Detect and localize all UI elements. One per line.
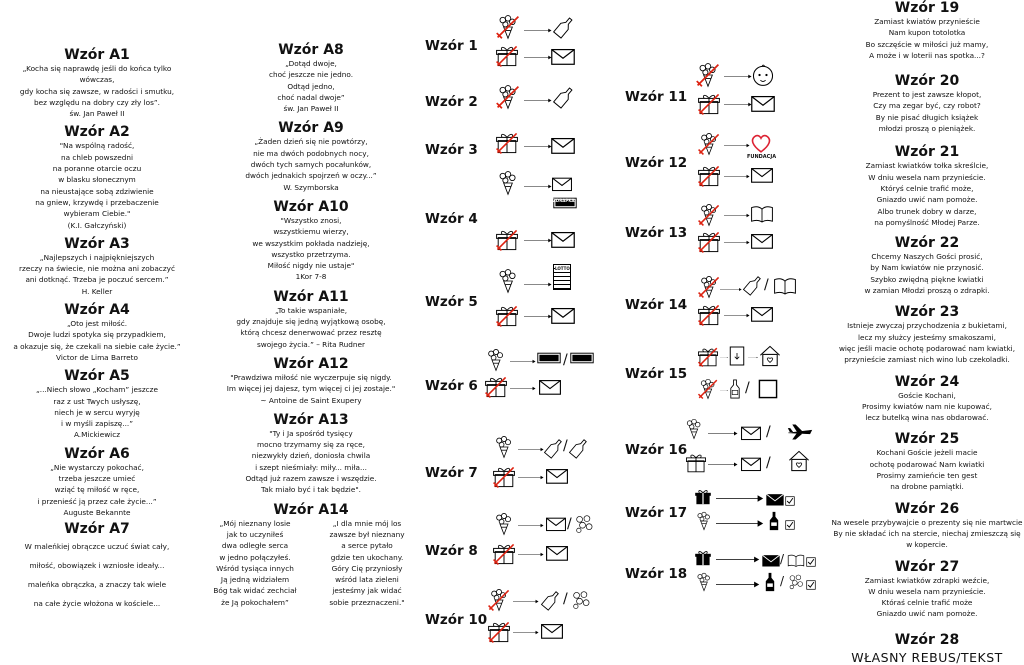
slash-separator: / <box>766 424 771 440</box>
arrow-icon <box>708 429 738 438</box>
pattern-title: Wzór 25 <box>894 431 960 448</box>
rebus-label-17: Wzór 17 <box>625 505 688 521</box>
house-icon <box>758 344 782 368</box>
pattern-title: Wzór A1 <box>64 47 130 63</box>
bouquet-icon <box>694 572 714 592</box>
book-icon <box>773 276 797 296</box>
rebus-label-4: Wzór 4 <box>425 211 478 227</box>
bottle-icon <box>767 510 781 532</box>
pattern-a14 <box>200 502 422 608</box>
gift-icon <box>685 452 707 474</box>
pattern-title: Wzór 23 <box>894 304 960 321</box>
envelope-icon <box>740 456 762 472</box>
slash-separator: / <box>745 380 750 396</box>
pattern-text: Zamiast kwiatków tołka skreślcie, W dniu wesela nam przynieście. Któryś celnie trafić może, Gniazdo uwić nam pomoże. Albo trunek dobry w darze, na pomyślność Młodej Parze. <box>865 161 989 227</box>
envelope-icon <box>765 492 785 507</box>
envelope-icon <box>540 622 564 640</box>
pattern-a12 <box>200 356 422 406</box>
pattern-title: Wzór A7 <box>64 521 130 538</box>
arrow-icon <box>513 628 539 637</box>
bouquet-icon <box>495 170 521 196</box>
pattern-text: "Ty i Ja spośród tysięcy mocno trzymamy się za ręce, niezwykły dzień, doniosła chwila i szept nieśmiały: miły... miła... Odtąd już razem zawsze i wszędzie. Tak miało być i tak będzie". <box>245 428 377 495</box>
bouquet-icon <box>492 435 516 459</box>
arrow-icon <box>724 172 750 181</box>
pattern-title: Wzór A13 <box>273 411 349 428</box>
bouquet-icon <box>495 268 521 294</box>
bottle-icon <box>552 84 576 110</box>
bottle-icon <box>763 571 777 593</box>
pattern-title: Wzór A8 <box>278 42 344 58</box>
pattern-text: „Dotąd dwoje, choć jeszcze nie jedno. Odtąd jedno, choć nadal dwoje” św. Jan Paweł II <box>268 59 354 114</box>
candy-icon <box>570 588 592 610</box>
lotto-ticket-icon <box>537 350 561 366</box>
arrow-icon <box>708 460 738 469</box>
crossed-out-icon <box>487 588 511 612</box>
envelope-icon <box>545 467 569 485</box>
arrow-icon <box>524 26 552 35</box>
rebus-label-16: Wzór 16 <box>625 442 688 458</box>
rebus-label-6: Wzór 6 <box>425 378 478 394</box>
pattern-text: Na wesele przybywajcie o prezenty się nie martwcie By nie składać ich na stercie, niechaj zmieszczą się w kopercie. <box>831 517 1023 550</box>
pattern-text: Zamiast kwiatków zdrapki weźcie, W dniu wesela nam przynieście. Któraś celnie trafić może Gniazdo uwić nam pomoże. <box>864 575 990 619</box>
pattern-title: Wzór A11 <box>273 288 349 305</box>
pattern-text: Zamiast kwiatów przynieście Nam kupon totolotka Bo szczęście w miłości już mamy, A może i w loterii nas spotka...? <box>865 17 989 60</box>
pattern-title: Wzór 24 <box>894 373 960 390</box>
slash-separator: / <box>780 552 785 566</box>
pattern-title: Wzór A6 <box>64 445 130 462</box>
candy-icon <box>573 512 595 534</box>
slash-separator: / <box>780 574 785 588</box>
pattern-title: Wzór A3 <box>64 235 130 252</box>
pattern-20 <box>830 73 1024 134</box>
pattern-a13 <box>200 412 422 496</box>
crossed-out-icon <box>492 465 516 489</box>
bouquet-icon <box>683 418 705 440</box>
pattern-text: „Żaden dzień się nie powtórzy, nie ma dwóch podobnych nocy, dwóch tych samych pocałunków, dwóch jednakich spojrzeń w oczy...” W. Szymborska <box>245 137 377 192</box>
crossed-out-icon <box>697 378 719 400</box>
slash-separator: / <box>563 438 568 454</box>
pattern-title: Wzór 27 <box>894 558 960 575</box>
pattern-a4 <box>8 302 186 363</box>
envelope-icon <box>545 544 569 562</box>
rebus-label-12: Wzór 12 <box>625 155 688 171</box>
arrow-icon <box>724 141 750 150</box>
rebus-label-18: Wzór 18 <box>625 566 688 582</box>
pattern-a9 <box>200 120 422 192</box>
column-a8-a14 <box>200 42 422 608</box>
bottle-icon <box>728 377 742 401</box>
rebus-label-8: Wzór 8 <box>425 543 478 559</box>
slash-separator: / <box>563 591 568 607</box>
crossed-out-icon <box>495 44 519 68</box>
rebus-label-3: Wzór 3 <box>425 142 478 158</box>
arrow-icon <box>720 353 728 362</box>
crossed-out-icon <box>695 62 721 88</box>
crossed-out-icon <box>697 346 719 368</box>
arrow-icon <box>524 182 552 191</box>
pattern-28 <box>830 632 1024 648</box>
heart-icon <box>749 131 773 155</box>
pattern-text: „To takie wspaniałe, gdy znajduje się jedną wyjątkową osobę, którą chcesz denerwować przez resztę swojego życia.” – Rita Rudner <box>236 305 386 349</box>
pattern-a1 <box>8 47 186 119</box>
envelope-icon <box>750 94 776 113</box>
envelope-icon <box>551 176 573 192</box>
arrow-icon <box>510 384 536 393</box>
candy-icon <box>787 572 805 590</box>
crossed-out-icon <box>697 275 721 299</box>
crossed-out-icon <box>697 132 721 156</box>
rebus-label-14: Wzór 14 <box>625 297 688 313</box>
arrow-icon <box>518 445 544 454</box>
crossed-out-icon <box>495 304 519 328</box>
pattern-19 <box>830 0 1024 61</box>
envelope-icon <box>740 425 762 441</box>
pattern-a7 <box>8 521 186 613</box>
arrow-icon <box>518 550 544 559</box>
pattern-a5 <box>8 368 186 440</box>
pattern-title: Wzór A14 <box>273 501 349 518</box>
crossed-out-icon <box>697 203 721 227</box>
rebus-label-13: Wzór 13 <box>625 225 688 241</box>
envelope-icon <box>761 553 781 568</box>
rebus-label-7: Wzór 7 <box>425 465 478 481</box>
crossed-out-icon <box>697 92 721 116</box>
arrow-icon <box>724 238 750 247</box>
arrow-icon <box>748 353 758 362</box>
envelope-icon <box>550 306 576 325</box>
pattern-text: Goście Kochani, Prosimy kwiatów nam nie kupować, lecz butelką wina nas obdarować. <box>862 390 992 423</box>
foundation-label: FUNDACJA <box>747 154 777 160</box>
pattern-text: „...Niech słowo „Kocham” jeszcze raz z ust Twych usłyszę, niech je w sercu wyryję i w myśli zapiszę...” A.Mickiewicz <box>36 385 158 440</box>
scratch-card-icon <box>570 350 594 366</box>
envelope-icon <box>550 47 576 66</box>
arrow-icon <box>724 100 752 109</box>
pattern-text: W maleńkiej obrączce uczuć świat cały, miłość, obowiązek i wzniosłe ideały... maleńka obrączka, a znaczy tak wiele na całe życie włożona w kościele... <box>24 542 170 609</box>
bouquet-icon <box>484 348 508 372</box>
arrow-icon <box>716 494 764 503</box>
crossed-out-icon <box>697 303 721 327</box>
book-icon <box>758 378 778 400</box>
book-icon <box>750 204 774 224</box>
pattern-title: Wzór 21 <box>894 144 960 161</box>
arrow-icon <box>716 580 760 589</box>
column-19-28 <box>830 0 1024 665</box>
pattern-22 <box>830 235 1024 296</box>
pattern-23 <box>830 304 1024 365</box>
pattern-26 <box>830 501 1024 551</box>
arrow-icon <box>518 521 544 530</box>
envelope-icon <box>750 305 774 323</box>
crossed-out-icon <box>492 542 516 566</box>
crossed-out-icon <box>487 620 511 644</box>
rebus-label-1: Wzór 1 <box>425 38 478 54</box>
pattern-title: Wzór A12 <box>273 355 349 372</box>
arrow-icon <box>720 386 728 395</box>
arrow-icon <box>724 72 752 81</box>
pattern-25 <box>830 431 1024 492</box>
bottle-icon <box>552 14 576 40</box>
plane-icon <box>786 423 814 441</box>
arrow-icon <box>513 597 539 606</box>
slash-separator: / <box>567 516 572 532</box>
rebus-label-5: Wzór 5 <box>425 294 478 310</box>
crossed-out-icon <box>495 84 521 110</box>
pattern-text-right: „I dla mnie mój los zawsze był nieznany a serce pytało gdzie ten ukochany. Góry Cię przyniosły wśród lata zieleni jesteśmy jak widać sobie przeznaczeni." <box>329 518 405 607</box>
pattern-27 <box>830 559 1024 620</box>
custom-rebus-text-label: WŁASNY REBUS/TEKST <box>851 649 1003 665</box>
rebus-label-11: Wzór 11 <box>625 89 688 105</box>
pattern-text: „Najlepszych i najpiękniejszych rzeczy na świecie, nie można ani zobaczyć ani dotknąć. Trzeba je poczuć sercem.” H. Keller <box>19 252 175 296</box>
pattern-text-left: „Mój nieznany losie jak to uczyniłeś dwa odległe serca w jedno połączyłeś. Wśród tysiąca innych Ją jedną widziałem Bóg tak widać zechciał że Ją pokochałem” <box>213 518 297 607</box>
pattern-a10 <box>200 199 422 283</box>
arrow-icon <box>716 519 764 528</box>
arrow-icon <box>724 211 750 220</box>
bottle-icon <box>543 436 565 460</box>
crossed-out-icon <box>495 14 521 40</box>
pattern-a11 <box>200 289 422 350</box>
arrow-icon <box>524 53 552 62</box>
lotto-label: LOTTO <box>555 266 570 271</box>
pattern-title: Wzór 28 <box>894 631 960 648</box>
arrow-icon <box>510 357 536 366</box>
bouquet-icon <box>694 511 714 531</box>
rebus-label-2: Wzór 2 <box>425 94 478 110</box>
envelope-icon <box>545 516 567 532</box>
scratch-card-label: ZDRAPKA <box>553 198 575 203</box>
envelope-icon <box>750 166 774 184</box>
pattern-title: Wzór 22 <box>894 235 960 252</box>
gift-icon <box>694 488 712 506</box>
pattern-text: "Na wspólną radość, na chleb powszedni na poranne otarcie oczu w blasku słonecznym na nieustające sobą zdziwienie na gniew, krzywdę i przebaczenie wybieram Ciebie." (K.I. Gałczyński) <box>35 141 159 230</box>
checkbox-checked-icon <box>806 580 816 590</box>
pattern-a6 <box>8 446 186 518</box>
envelope-icon <box>538 378 562 396</box>
bottle-icon <box>742 273 764 297</box>
crossed-out-icon <box>697 164 721 188</box>
crossed-out-icon <box>495 228 519 252</box>
envelope-icon <box>750 232 774 250</box>
pattern-title: Wzór 20 <box>894 73 960 90</box>
baby-icon <box>750 62 776 88</box>
card-icon <box>728 344 746 368</box>
crossed-out-icon <box>495 131 519 155</box>
arrow-icon <box>720 285 742 294</box>
pattern-text: „Oto jest miłość. Dwoje ludzi spotyka się przypadkiem, a okazuje się, że czekali na siebie całe życie.” Victor de Lima Barreto <box>13 319 181 362</box>
arrow-icon <box>716 555 760 564</box>
arrow-icon <box>518 473 544 482</box>
pattern-text: „Nie wystarczy pokochać, trzeba jeszcze umieć wziąć tę miłość w ręce, i przenieść ją przez całe życie...” Auguste Bekannte <box>37 462 157 517</box>
column-a1-a7 <box>8 47 186 613</box>
pattern-title: Wzór 26 <box>894 500 960 517</box>
crossed-out-icon <box>484 375 508 399</box>
arrow-icon <box>524 142 552 151</box>
bottle-icon <box>568 436 590 460</box>
arrow-icon <box>524 280 552 289</box>
book-icon <box>787 553 805 568</box>
pattern-21 <box>830 144 1024 228</box>
rebus-label-10: Wzór 10 <box>425 612 488 628</box>
pattern-a8 <box>200 42 422 114</box>
pattern-text: Prezent to jest zawsze kłopot, Czy ma zegar być, czy robot? By nie pisać długich książek młodzi proszą o pieniążek. <box>872 90 982 134</box>
arrow-icon <box>524 312 552 321</box>
envelope-icon <box>550 230 576 249</box>
arrow-icon <box>524 96 552 105</box>
slash-separator: / <box>764 277 769 293</box>
envelope-icon <box>550 136 576 155</box>
pattern-24 <box>830 374 1024 424</box>
slash-separator: / <box>766 455 771 471</box>
pattern-a2 <box>8 124 186 230</box>
gift-icon <box>694 549 712 567</box>
checkbox-checked-icon <box>785 496 795 506</box>
checkbox-checked-icon <box>785 520 795 530</box>
checkbox-checked-icon <box>806 557 816 567</box>
house-icon <box>787 449 811 473</box>
pattern-text: "Prawdziwa miłość nie wyczerpuje się nigdy. Im więcej jej dajesz, tym więcej ci jej zostaje." ~ Antoine de Saint Exupery <box>226 372 396 405</box>
pattern-text: Kochani Goście jeżeli macie ochotę podarować Nam kwiatki Prosimy zamieńcie ten gest na drobne pamiątki. <box>869 448 985 492</box>
arrow-icon <box>724 311 750 320</box>
bouquet-icon <box>492 512 516 536</box>
arrow-icon <box>524 236 552 245</box>
crossed-out-icon <box>697 230 721 254</box>
pattern-text: Chcemy Naszych Gości prosić, by Nam kwiatów nie przynosić. Szybko zwiędną piękne kwiatki w zamian Młodzi proszą o zdrapki. <box>864 252 990 296</box>
slash-separator: / <box>563 352 568 368</box>
rebus-label-15: Wzór 15 <box>625 366 688 382</box>
pattern-title: Wzór A4 <box>64 302 130 319</box>
pattern-title: Wzór A10 <box>273 198 349 215</box>
pattern-text: Istnieje zwyczaj przychodzenia z bukietami, lecz my służcy jesteśmy smakoszami, więc jeśli macie ochotę podarować nam kwiatki, przynieście zamiast nich wino lub czekoladki. <box>838 321 1016 365</box>
pattern-title: Wzór A9 <box>278 120 344 137</box>
pattern-title: Wzór A5 <box>64 368 130 385</box>
pattern-text: "Wszystko znosi, wszystkiemu wierzy, we wszystkim pokłada nadzieję, wszystko przetrzyma. Miłość nigdy nie ustaje" 1Kor 7-8 <box>252 215 370 282</box>
pattern-title: Wzór A2 <box>64 124 130 141</box>
pattern-a3 <box>8 236 186 297</box>
pattern-text: „Kocha się naprawdę jeśli do końca tylko wówczas, gdy kocha się zawsze, w radości i smutku, bez względu na dobry czy zły los”. św. Jan Paweł II <box>19 64 175 119</box>
bottle-icon <box>540 588 562 612</box>
pattern-title: Wzór 19 <box>894 0 960 16</box>
